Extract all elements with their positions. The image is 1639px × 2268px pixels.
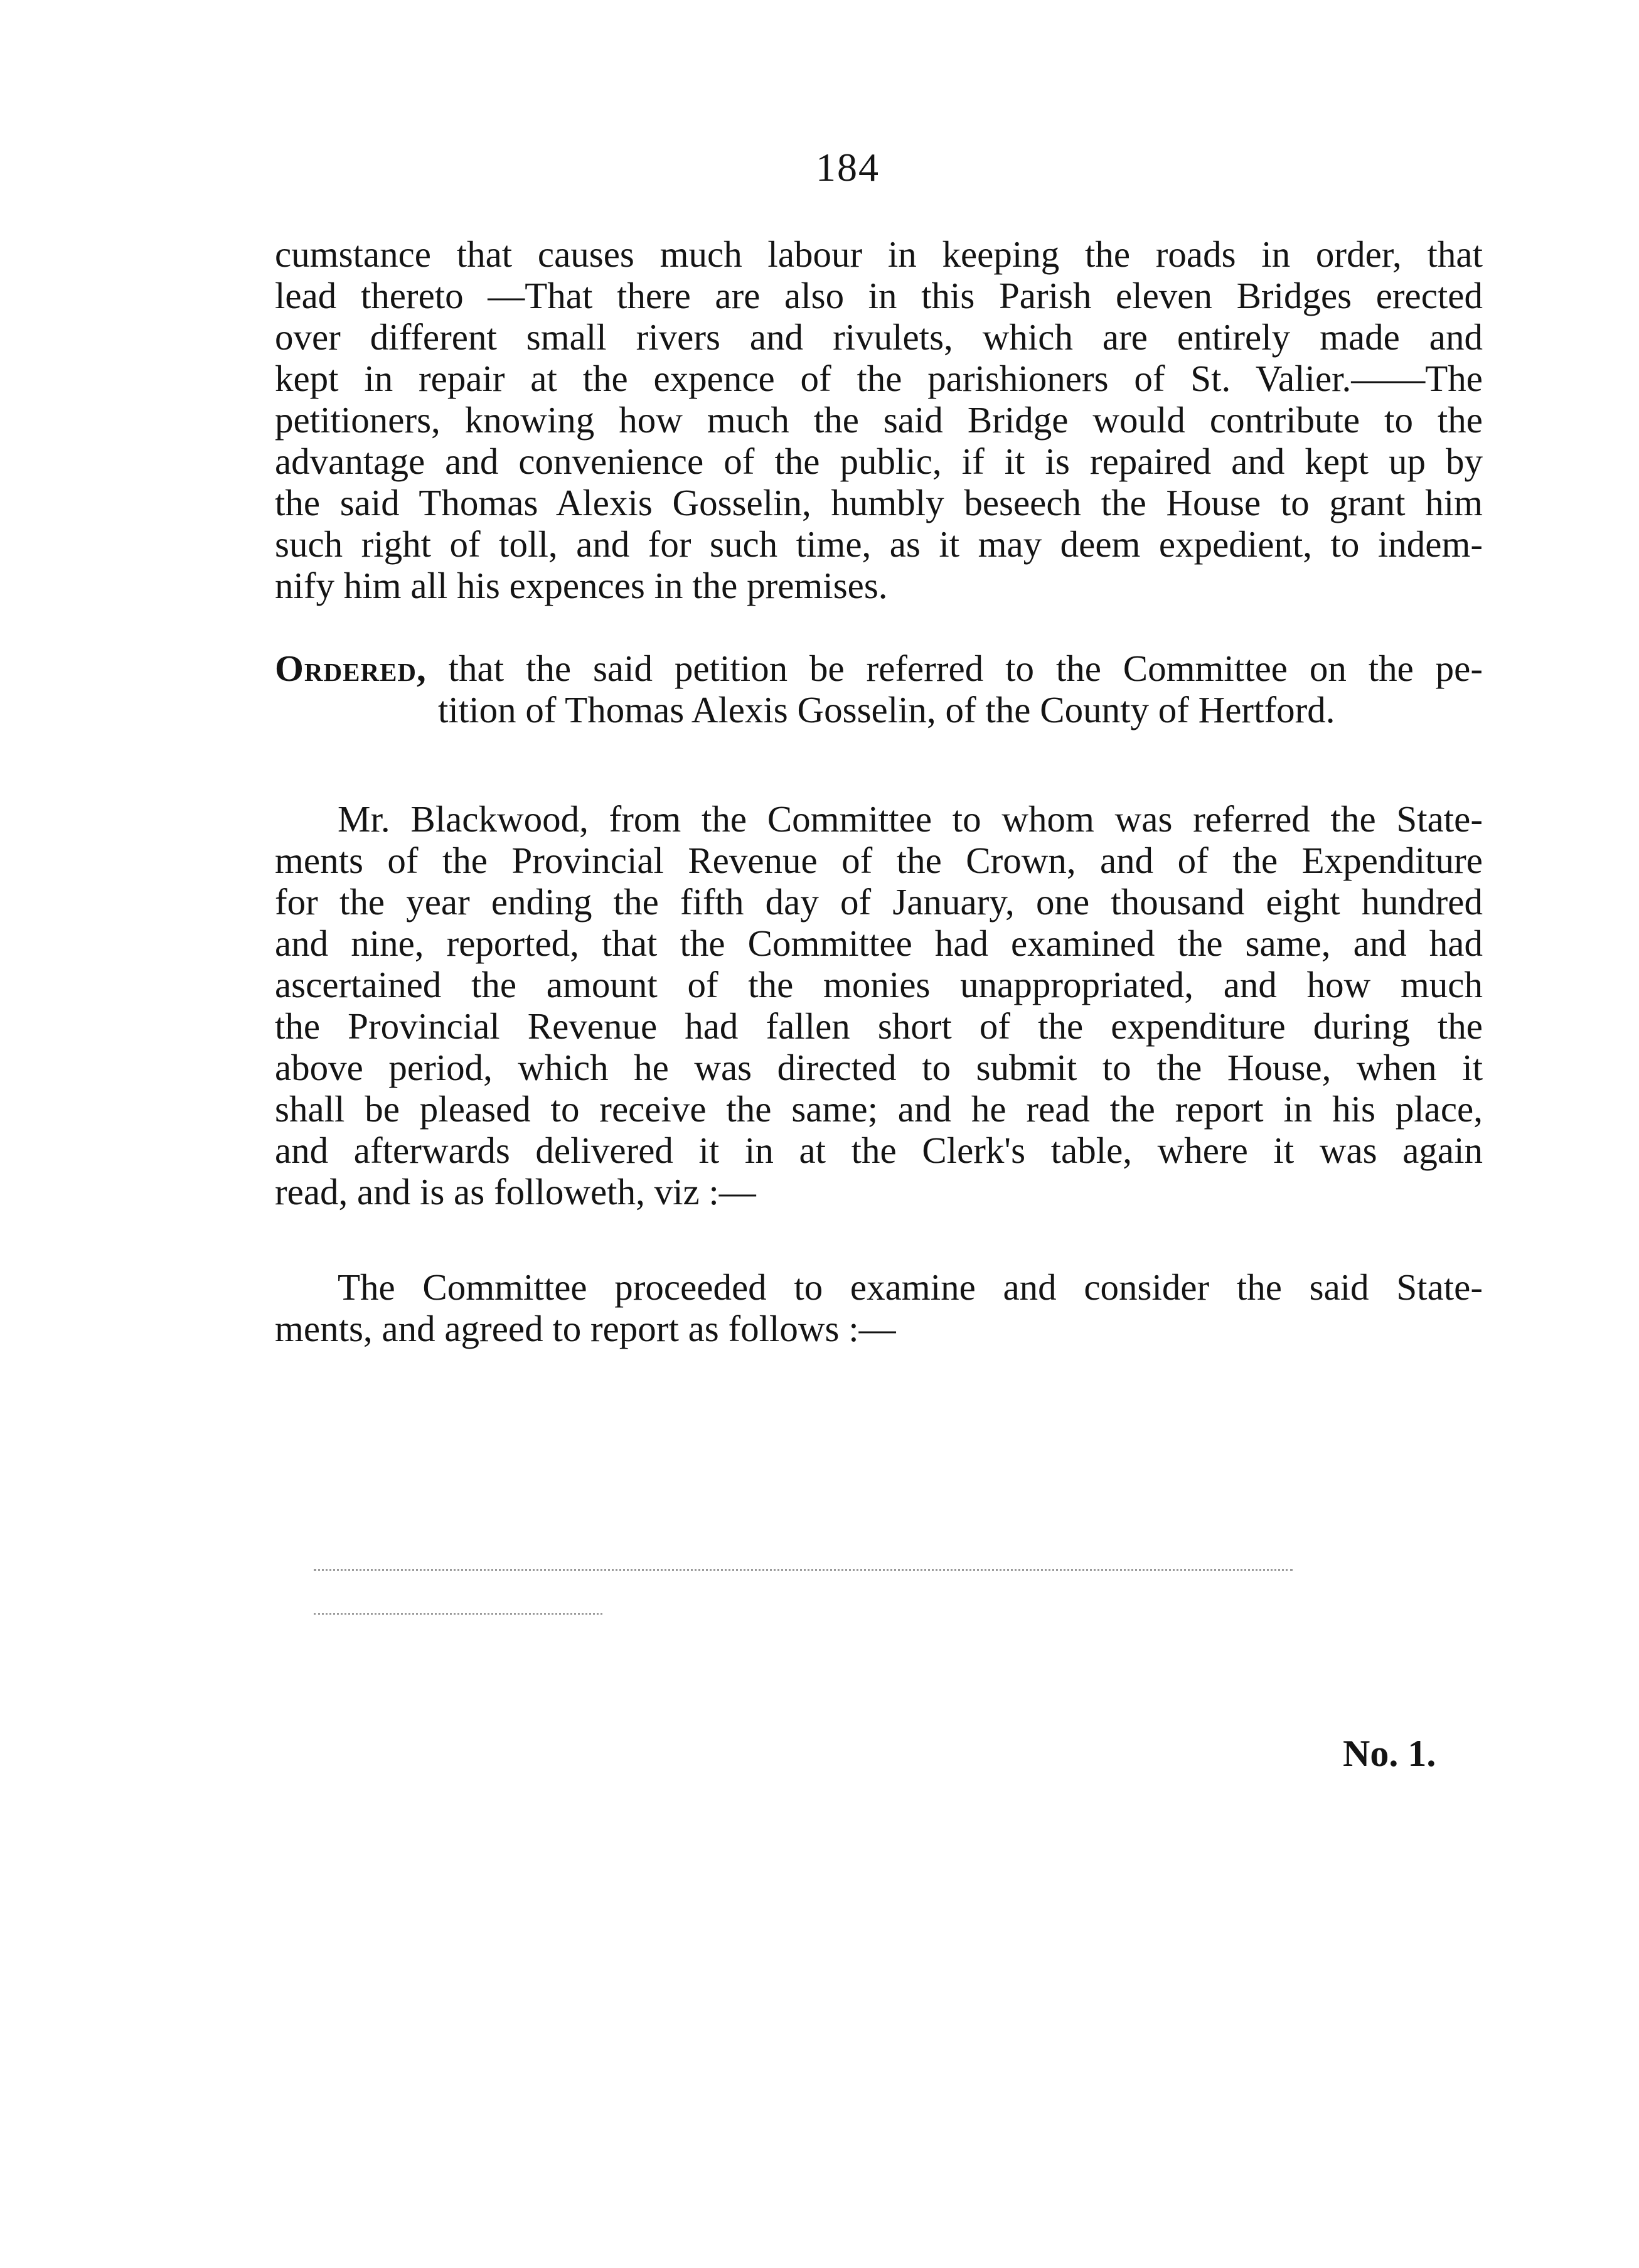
text-line: for the year ending the fifth day of January, one thousand eight hundred [275,881,1483,923]
text-line: the Provincial Revenue had fallen short of the expenditure during the [275,1005,1483,1047]
text-line: above period, which he was directed to submit to the House, when it [275,1047,1483,1088]
text-line: cumstance that causes much labour in keeping the roads in order, that [275,233,1483,275]
text-line: shall be pleased to receive the same; and he read the report in his place, [275,1088,1483,1130]
text-line [275,648,1483,689]
paragraph-ordered [275,648,1483,730]
text-line: read, and is as followeth, viz :— [275,1171,756,1212]
text-line: and afterwards delivered it in at the Clerk's table, where it was again [275,1130,1483,1171]
text-line: tition of Thomas Alexis Gosselin, of the County of Hertford. [438,689,1335,730]
text-line: petitioners, knowing how much the said Bridge would contribute to the [275,399,1483,441]
text-line: such right of toll, and for such time, as it may deem expedient, to indem- [275,523,1483,565]
text-line: the said Thomas Alexis Gosselin, humbly beseech the House to grant him [275,482,1483,523]
text-line: nify him all his expences in the premises. [275,565,888,606]
text-line: The Committee proceeded to examine and consider the said State- [338,1266,1483,1308]
text-line: advantage and convenience of the public, if it is repaired and kept up by [275,441,1483,482]
faint-dotted-rule [314,1569,1293,1571]
text-line: and nine, reported, that the Committee had examined the same, and had [275,923,1483,964]
text-line: Mr. Blackwood, from the Committee to whom was referred the State- [338,798,1483,840]
text-line: lead thereto —That there are also in this Parish eleven Bridges erected [275,275,1483,316]
paragraph-committee-report [275,798,1483,1212]
text-line: ments of the Provincial Revenue of the Crown, and of the Expenditure [275,840,1483,881]
paragraph-committee-proceeded [275,1266,1483,1349]
paragraph-bridge-petition [275,233,1483,606]
page-number: 184 [816,145,880,190]
text-line: ascertained the amount of the monies unappropriated, and how much [275,964,1483,1005]
text-line-body: that the said petition be referred to the Committee on the pe- [448,648,1483,689]
faint-dotted-rule [314,1613,602,1615]
catchword: No. 1. [1343,1733,1436,1774]
text-line: ments, and agreed to report as follows :— [275,1308,896,1349]
text-line: kept in repair at the expence of the parishioners of St. Valier.——The [275,358,1483,399]
text-line: over different small rivers and rivulets, which are entirely made and [275,316,1483,358]
ordered-lead: Ordered, [275,648,427,689]
